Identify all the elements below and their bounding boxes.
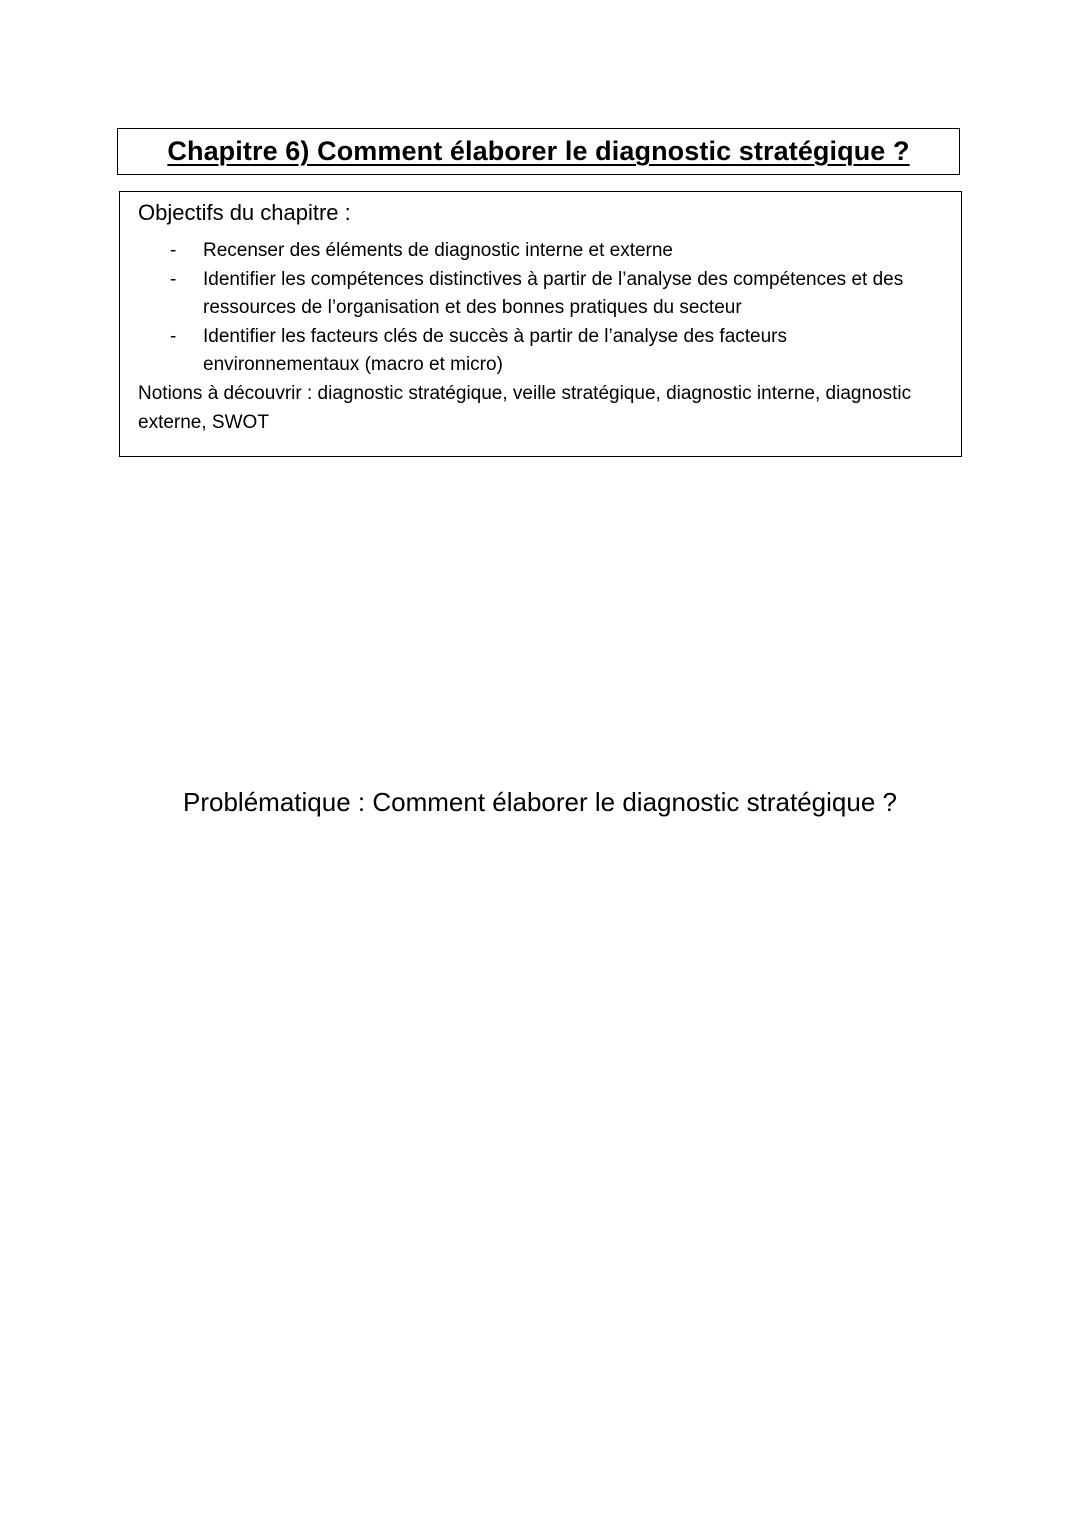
objective-text: Identifier les facteurs clés de succès à partir de l’analyse des facteurs environnementaux (macro et micro) [203, 325, 788, 376]
objective-item [138, 237, 943, 266]
problematique-text: Problématique : Comment élaborer le diagnostic stratégique ? [183, 787, 897, 817]
notions-text: Notions à découvrir : diagnostic stratégique, veille stratégique, diagnostic interne, diagnostic externe, SWOT [138, 382, 912, 433]
problematique-heading [0, 784, 1080, 820]
objectives-box [119, 191, 962, 457]
objective-text: Identifier les compétences distinctives à partir de l’analyse des compétences et des ressources de l’organisation et des bonnes pratiques du secteur [203, 268, 904, 319]
bullet-dash: - [170, 325, 177, 347]
chapter-title-box [117, 128, 960, 175]
bullet-dash: - [170, 240, 177, 261]
bullet-dash: - [170, 268, 177, 290]
objectives-heading: Objectifs du chapitre : [138, 200, 351, 225]
objectives-list [138, 237, 943, 380]
objective-item [138, 323, 943, 380]
chapter-title: Chapitre 6) Comment élaborer le diagnostic stratégique ? [167, 136, 910, 166]
objective-item [138, 266, 943, 323]
objective-text: Recenser des éléments de diagnostic interne et externe [203, 240, 673, 261]
